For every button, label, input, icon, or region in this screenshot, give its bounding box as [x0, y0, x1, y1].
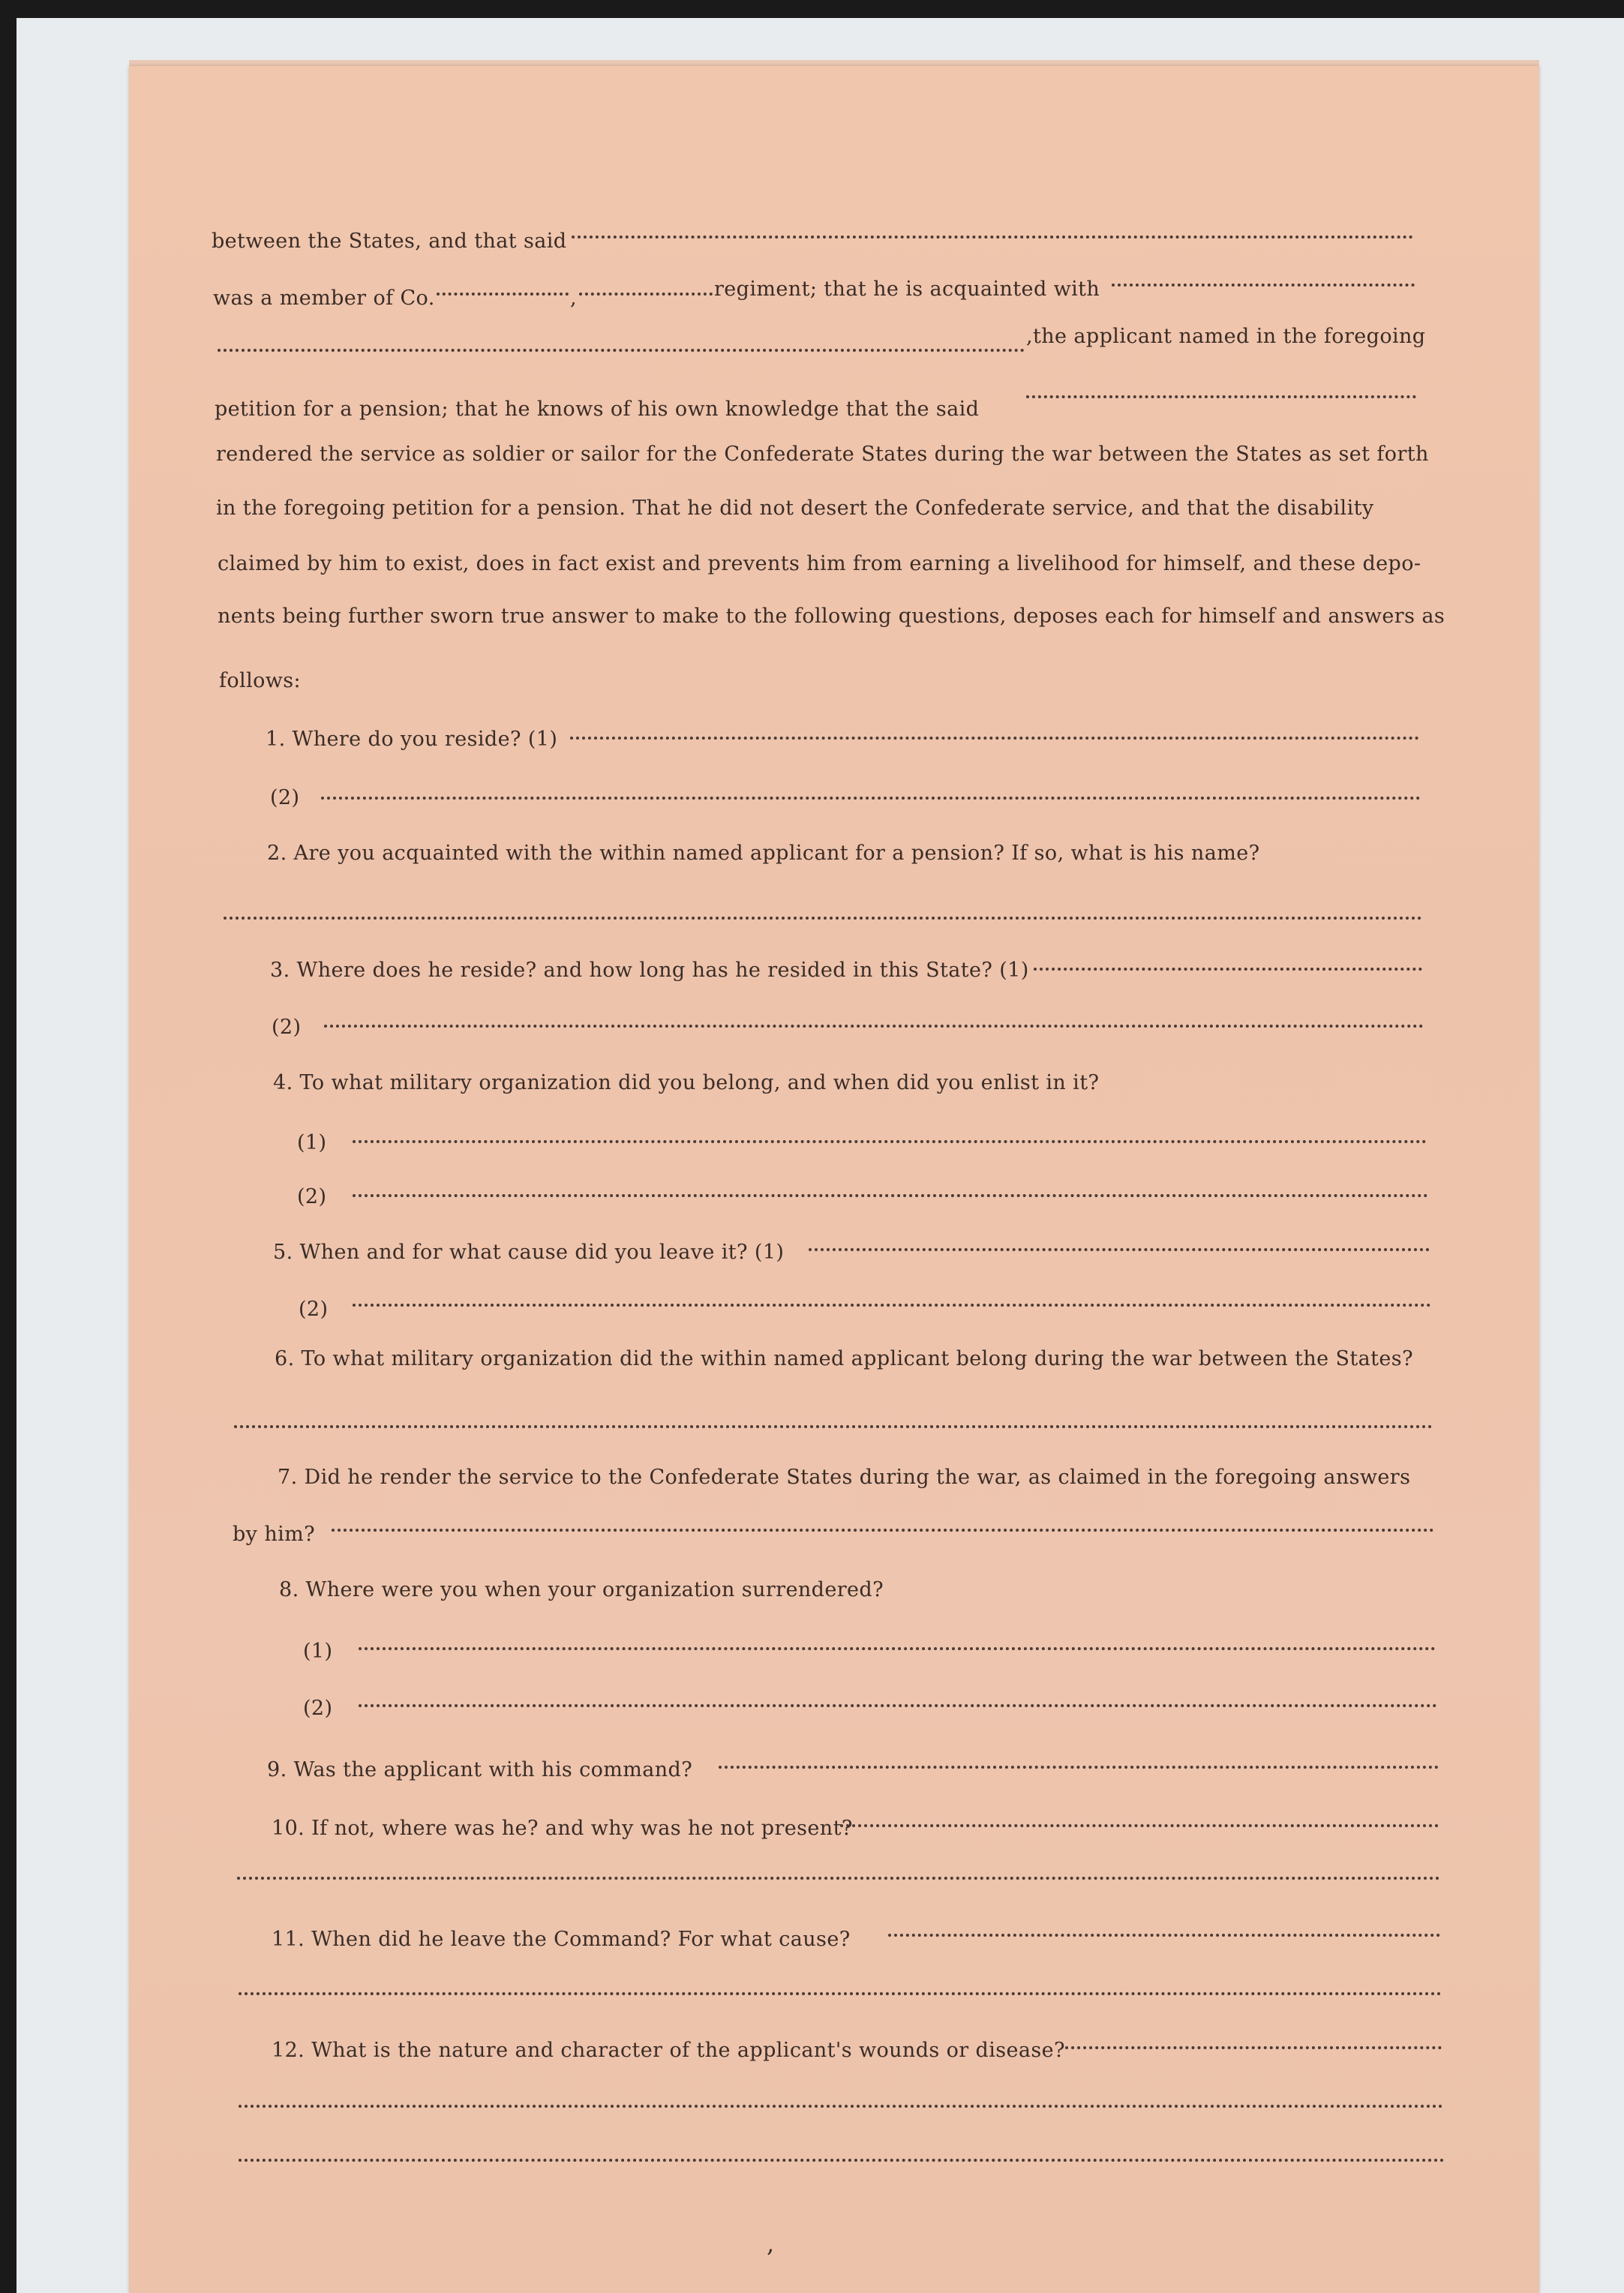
question-3: 3. Where does he reside? and how long has he resided in this State? (1): [270, 959, 1029, 982]
answer-10-blank: [840, 1824, 1439, 1827]
fill-blank: [1112, 284, 1415, 287]
answer-9-blank: [719, 1766, 1439, 1769]
question-8: 8. Where were you when your organization surrendered?: [279, 1578, 884, 1601]
text-line: between the States, and that said: [212, 230, 567, 253]
question-8-part-1: (1): [303, 1640, 333, 1663]
question-5: 5. When and for what cause did you leave it? (1): [273, 1241, 785, 1264]
text-line: petition for a pension; that he knows of his own knowledge that the said: [215, 398, 980, 421]
text-line: nents being further sworn true answer to make to the following questions, deposes each for himself and answers as: [218, 605, 1445, 628]
fill-blank: [572, 236, 1413, 239]
answer-4-1-blank: [353, 1140, 1427, 1143]
question-11: 11. When did he leave the Command? For what cause?: [272, 1928, 851, 1951]
text-line: rendered the service as soldier or sailor for the Confederate States during the war between the States as set forth: [216, 443, 1429, 466]
text-line: claimed by him to exist, does in fact exist and prevents him from earning a livelihood for himself, and these depo-: [218, 552, 1421, 575]
text-line: ,: [570, 287, 577, 310]
scanner-frame-top: [0, 0, 1624, 18]
answer-1-1-blank: [570, 737, 1419, 740]
question-10: 10. If not, where was he? and why was he not present?: [272, 1817, 853, 1840]
text-line: regiment; that he is acquainted with: [714, 278, 1100, 301]
answer-3-2-blank: [324, 1025, 1424, 1028]
answer-5-2-blank: [353, 1304, 1431, 1307]
question-1-part-2: (2): [270, 786, 300, 809]
fill-blank: [579, 293, 713, 296]
question-7-continued: by him?: [233, 1523, 316, 1546]
answer-12-blank: [1065, 2046, 1442, 2049]
answer-6-blank: [234, 1425, 1433, 1428]
question-2: 2. Are you acquainted with the within named applicant for a pension? If so, what is his name?: [267, 842, 1260, 865]
answer-11-continued-blank: [239, 1992, 1442, 1995]
question-4-part-2: (2): [297, 1185, 327, 1208]
answer-5-1-blank: [809, 1248, 1430, 1251]
text-line: follows:: [219, 669, 302, 692]
fill-blank: [218, 349, 1025, 352]
question-12: 12. What is the nature and character of the applicant's wounds or disease?: [272, 2039, 1065, 2062]
question-8-part-2: (2): [303, 1697, 333, 1720]
answer-10-continued-blank: [237, 1877, 1440, 1880]
question-5-part-2: (2): [299, 1298, 329, 1321]
answer-8-2-blank: [359, 1704, 1437, 1707]
answer-12-continued-blank: [239, 2105, 1443, 2108]
answer-2-blank: [224, 917, 1422, 920]
answer-8-1-blank: [359, 1647, 1436, 1650]
text-line: in the foregoing petition for a pension. That he did not desert the Confederate service, and that the disability: [216, 497, 1374, 520]
question-1: 1. Where do you reside? (1): [266, 728, 558, 751]
question-4-part-1: (1): [297, 1131, 327, 1154]
question-9: 9. Was the applicant with his command?: [267, 1758, 693, 1781]
question-4: 4. To what military organization did you belong, and when did you enlist in it?: [273, 1071, 1100, 1094]
question-3-part-2: (2): [272, 1016, 302, 1039]
question-7: 7. Did he render the service to the Confederate States during the war, as claimed in the foregoing answers: [278, 1466, 1411, 1489]
fill-blank: [437, 293, 569, 296]
question-6: 6. To what military organization did the within named applicant belong during the war between the States?: [275, 1347, 1413, 1370]
answer-7-blank: [332, 1529, 1434, 1532]
answer-12-continued-blank-2: [239, 2159, 1445, 2162]
page-mark: ,: [767, 2229, 775, 2258]
answer-11-blank: [888, 1934, 1440, 1937]
answer-4-2-blank: [353, 1194, 1428, 1197]
fill-blank: [1026, 395, 1416, 398]
text-line: ,the applicant named in the foregoing: [1026, 325, 1426, 348]
answer-3-1-blank: [1034, 968, 1422, 971]
scanner-frame-left: [0, 0, 17, 2293]
answer-1-2-blank: [321, 797, 1421, 800]
text-line: was a member of Co.: [213, 287, 435, 310]
